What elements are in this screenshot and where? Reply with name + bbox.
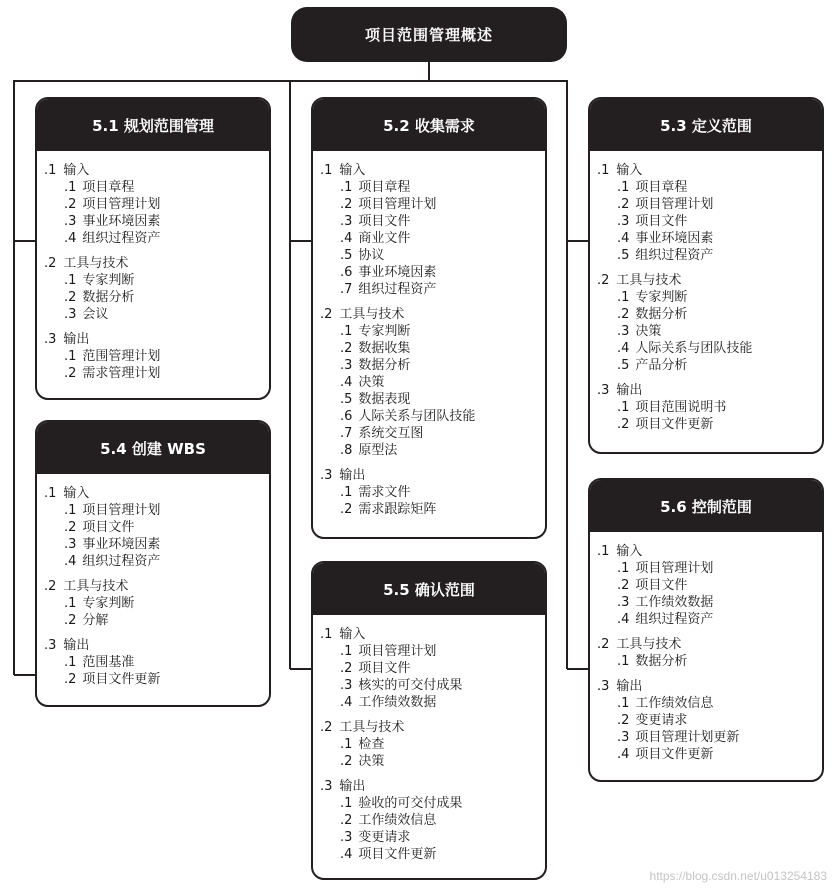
- item-number: .1: [64, 596, 77, 611]
- list-item: [320, 694, 545, 711]
- item-label: 数据分析: [635, 654, 688, 669]
- item-label: 数据收集: [358, 341, 411, 356]
- item-number: .2: [64, 520, 77, 535]
- group-number: .1: [44, 486, 57, 501]
- process-group: [44, 578, 269, 629]
- process-header: 5.3 定义范围: [590, 99, 822, 151]
- process-body: [313, 615, 545, 863]
- group-label: 工具与技术: [339, 307, 405, 322]
- process-card-5-2: [311, 97, 547, 539]
- item-label: 项目文件: [82, 520, 135, 535]
- item-number: .2: [340, 197, 353, 212]
- item-label: 项目文件: [635, 578, 688, 593]
- item-label: 项目管理计划: [635, 561, 714, 576]
- item-number: .3: [617, 595, 630, 610]
- list-item: [44, 553, 269, 570]
- item-label: 专家判断: [635, 290, 688, 305]
- group-number: .3: [597, 679, 610, 694]
- item-label: 项目章程: [635, 180, 688, 195]
- list-item: [597, 594, 822, 611]
- item-label: 组织过程资产: [635, 248, 714, 263]
- item-label: 需求跟踪矩阵: [358, 502, 437, 517]
- list-item: [44, 179, 269, 196]
- item-label: 项目文件更新: [635, 747, 714, 762]
- list-item: [597, 746, 822, 763]
- item-number: .3: [64, 537, 77, 552]
- item-label: 项目范围说明书: [635, 400, 727, 415]
- item-number: .3: [64, 214, 77, 229]
- item-label: 项目文件: [358, 661, 411, 676]
- list-item: [44, 536, 269, 553]
- item-number: .5: [340, 392, 353, 407]
- item-label: 项目管理计划: [635, 197, 714, 212]
- item-label: 事业环境因素: [635, 231, 714, 246]
- item-label: 工作绩效信息: [635, 696, 714, 711]
- process-group: [597, 636, 822, 670]
- item-number: .1: [64, 349, 77, 364]
- list-item: [44, 230, 269, 247]
- process-group: [320, 306, 545, 459]
- group-title: [320, 467, 545, 484]
- list-item: [597, 196, 822, 213]
- group-number: .3: [44, 638, 57, 653]
- list-item: [320, 660, 545, 677]
- group-label: 输出: [339, 468, 366, 483]
- list-item: [597, 357, 822, 374]
- process-body: [37, 151, 269, 382]
- process-header: 5.5 确认范围: [313, 563, 545, 615]
- item-label: 系统交互图: [358, 426, 424, 441]
- list-item: [44, 348, 269, 365]
- list-item: [320, 812, 545, 829]
- list-item: [320, 643, 545, 660]
- group-title: [320, 626, 545, 643]
- item-label: 事业环境因素: [82, 537, 161, 552]
- item-number: .2: [64, 672, 77, 687]
- process-body: [313, 151, 545, 518]
- process-card-5-4: [35, 420, 271, 707]
- item-number: .7: [340, 426, 353, 441]
- process-group: [597, 543, 822, 628]
- item-number: .3: [340, 830, 353, 845]
- item-number: .1: [340, 796, 353, 811]
- group-label: 工具与技术: [339, 720, 405, 735]
- list-item: [320, 391, 545, 408]
- group-number: .2: [320, 307, 333, 322]
- list-item: [320, 501, 545, 518]
- item-label: 项目管理计划: [82, 503, 161, 518]
- group-label: 工具与技术: [616, 637, 682, 652]
- list-item: [597, 213, 822, 230]
- item-number: .3: [340, 358, 353, 373]
- item-label: 项目文件: [635, 214, 688, 229]
- item-number: .2: [64, 366, 77, 381]
- item-label: 项目管理计划: [358, 644, 437, 659]
- process-group: [320, 778, 545, 863]
- item-label: 会议: [82, 307, 109, 322]
- item-number: .1: [617, 400, 630, 415]
- item-label: 项目章程: [82, 180, 135, 195]
- group-title: [44, 578, 269, 595]
- list-item: [597, 416, 822, 433]
- list-item: [44, 272, 269, 289]
- list-item: [597, 577, 822, 594]
- item-label: 工作绩效数据: [358, 695, 437, 710]
- group-label: 输入: [339, 627, 366, 642]
- item-number: .4: [340, 847, 353, 862]
- list-item: [320, 264, 545, 281]
- item-number: .3: [340, 214, 353, 229]
- group-number: .1: [597, 163, 610, 178]
- item-label: 事业环境因素: [358, 265, 437, 280]
- item-label: 协议: [358, 248, 385, 263]
- item-label: 专家判断: [82, 273, 135, 288]
- item-label: 数据分析: [82, 290, 135, 305]
- item-number: .1: [64, 273, 77, 288]
- item-label: 工作绩效信息: [358, 813, 437, 828]
- group-label: 工具与技术: [63, 579, 129, 594]
- group-number: .3: [320, 468, 333, 483]
- process-group: [597, 162, 822, 264]
- item-label: 检查: [358, 737, 385, 752]
- group-title: [44, 255, 269, 272]
- list-item: [320, 677, 545, 694]
- group-title: [44, 485, 269, 502]
- item-label: 人际关系与团队技能: [635, 341, 753, 356]
- item-number: .1: [617, 561, 630, 576]
- group-label: 输入: [616, 163, 643, 178]
- list-item: [44, 654, 269, 671]
- list-item: [320, 281, 545, 298]
- item-label: 决策: [358, 754, 385, 769]
- group-label: 输入: [616, 544, 643, 559]
- group-number: .1: [320, 163, 333, 178]
- group-number: .1: [597, 544, 610, 559]
- process-card-5-5: [311, 561, 547, 880]
- list-item: [320, 357, 545, 374]
- list-item: [320, 753, 545, 770]
- diagram-title-box: [291, 7, 567, 62]
- group-title: [320, 719, 545, 736]
- process-body: [590, 151, 822, 433]
- item-label: 验收的可交付成果: [358, 796, 463, 811]
- item-label: 原型法: [358, 443, 398, 458]
- item-number: .2: [617, 307, 630, 322]
- item-number: .2: [340, 502, 353, 517]
- item-label: 工作绩效数据: [635, 595, 714, 610]
- group-label: 工具与技术: [616, 273, 682, 288]
- group-number: .3: [597, 383, 610, 398]
- list-item: [320, 442, 545, 459]
- item-number: .2: [340, 661, 353, 676]
- item-number: .1: [340, 485, 353, 500]
- list-item: [597, 247, 822, 264]
- list-item: [320, 425, 545, 442]
- process-group: [320, 626, 545, 711]
- item-number: .1: [617, 180, 630, 195]
- item-label: 分解: [82, 613, 109, 628]
- list-item: [597, 306, 822, 323]
- list-item: [597, 653, 822, 670]
- group-label: 输入: [339, 163, 366, 178]
- process-group: [597, 678, 822, 763]
- process-group: [597, 272, 822, 374]
- item-number: .4: [617, 612, 630, 627]
- item-number: .4: [340, 231, 353, 246]
- item-label: 数据表现: [358, 392, 411, 407]
- process-card-5-3: [588, 97, 824, 454]
- item-label: 项目文件更新: [82, 672, 161, 687]
- item-number: .6: [340, 265, 353, 280]
- item-label: 核实的可交付成果: [358, 678, 463, 693]
- item-number: .1: [64, 503, 77, 518]
- item-number: .1: [64, 655, 77, 670]
- process-group: [44, 637, 269, 688]
- item-label: 商业文件: [358, 231, 411, 246]
- item-label: 项目文件更新: [635, 417, 714, 432]
- diagram-title: 项目范围管理概述: [364, 26, 493, 44]
- item-label: 项目管理计划: [358, 197, 437, 212]
- list-item: [44, 289, 269, 306]
- item-number: .2: [340, 754, 353, 769]
- group-number: .2: [597, 637, 610, 652]
- group-title: [320, 162, 545, 179]
- item-number: .2: [64, 197, 77, 212]
- item-number: .4: [340, 695, 353, 710]
- group-number: .2: [44, 256, 57, 271]
- group-title: [597, 636, 822, 653]
- item-label: 变更请求: [635, 713, 688, 728]
- item-number: .2: [64, 290, 77, 305]
- process-group: [320, 162, 545, 298]
- item-label: 事业环境因素: [82, 214, 161, 229]
- list-item: [597, 712, 822, 729]
- item-label: 决策: [358, 375, 385, 390]
- list-item: [320, 323, 545, 340]
- group-number: .2: [44, 579, 57, 594]
- item-number: .1: [617, 290, 630, 305]
- group-title: [597, 162, 822, 179]
- group-number: .1: [44, 163, 57, 178]
- item-label: 组织过程资产: [82, 231, 161, 246]
- group-title: [597, 543, 822, 560]
- list-item: [44, 196, 269, 213]
- item-number: .3: [64, 307, 77, 322]
- list-item: [597, 179, 822, 196]
- process-group: [320, 467, 545, 518]
- process-group: [44, 255, 269, 323]
- process-group: [44, 331, 269, 382]
- group-number: .1: [320, 627, 333, 642]
- item-label: 专家判断: [82, 596, 135, 611]
- list-item: [320, 247, 545, 264]
- item-label: 项目管理计划更新: [635, 730, 740, 745]
- item-label: 产品分析: [635, 358, 688, 373]
- process-group: [44, 162, 269, 247]
- item-number: .1: [340, 737, 353, 752]
- process-header: 5.2 收集需求: [313, 99, 545, 151]
- item-label: 数据分析: [358, 358, 411, 373]
- process-group: [320, 719, 545, 770]
- list-item: [44, 306, 269, 323]
- list-item: [320, 213, 545, 230]
- list-item: [597, 340, 822, 357]
- process-group: [44, 485, 269, 570]
- group-title: [597, 382, 822, 399]
- process-card-5-1: [35, 97, 271, 400]
- item-label: 需求管理计划: [82, 366, 161, 381]
- item-number: .2: [617, 197, 630, 212]
- item-number: .2: [617, 417, 630, 432]
- item-number: .4: [617, 341, 630, 356]
- item-number: .1: [617, 654, 630, 669]
- list-item: [597, 611, 822, 628]
- item-number: .6: [340, 409, 353, 424]
- list-item: [44, 365, 269, 382]
- group-label: 输出: [616, 679, 643, 694]
- group-number: .2: [597, 273, 610, 288]
- item-label: 范围基准: [82, 655, 135, 670]
- item-label: 项目文件更新: [358, 847, 437, 862]
- list-item: [320, 374, 545, 391]
- process-header: 5.1 规划范围管理: [37, 99, 269, 151]
- process-header: 5.4 创建 WBS: [37, 422, 269, 474]
- item-number: .5: [617, 248, 630, 263]
- item-label: 项目章程: [358, 180, 411, 195]
- item-label: 组织过程资产: [358, 282, 437, 297]
- list-item: [320, 846, 545, 863]
- item-label: 需求文件: [358, 485, 411, 500]
- process-header: 5.6 控制范围: [590, 480, 822, 532]
- item-number: .3: [340, 678, 353, 693]
- item-number: .1: [340, 644, 353, 659]
- group-title: [320, 778, 545, 795]
- process-card-5-6: [588, 478, 824, 782]
- item-label: 项目文件: [358, 214, 411, 229]
- item-number: .7: [340, 282, 353, 297]
- item-number: .3: [617, 730, 630, 745]
- list-item: [597, 729, 822, 746]
- group-title: [597, 272, 822, 289]
- list-item: [597, 323, 822, 340]
- group-label: 输入: [63, 163, 90, 178]
- group-label: 输出: [339, 779, 366, 794]
- group-label: 工具与技术: [63, 256, 129, 271]
- group-title: [44, 162, 269, 179]
- item-number: .4: [64, 554, 77, 569]
- item-number: .5: [340, 248, 353, 263]
- item-number: .2: [617, 713, 630, 728]
- list-item: [44, 502, 269, 519]
- watermark: https://blog.csdn.net/u013254183: [649, 869, 827, 883]
- list-item: [597, 230, 822, 247]
- item-label: 专家判断: [358, 324, 411, 339]
- item-label: 人际关系与团队技能: [358, 409, 476, 424]
- group-number: .3: [320, 779, 333, 794]
- item-number: .2: [340, 341, 353, 356]
- list-item: [597, 560, 822, 577]
- item-number: .4: [617, 747, 630, 762]
- item-label: 变更请求: [358, 830, 411, 845]
- item-label: 决策: [635, 324, 662, 339]
- item-number: .4: [617, 231, 630, 246]
- item-label: 数据分析: [635, 307, 688, 322]
- group-label: 输出: [63, 332, 90, 347]
- item-number: .4: [340, 375, 353, 390]
- group-label: 输出: [63, 638, 90, 653]
- item-number: .1: [617, 696, 630, 711]
- item-number: .1: [340, 180, 353, 195]
- item-number: .4: [64, 231, 77, 246]
- item-number: .2: [340, 813, 353, 828]
- list-item: [320, 829, 545, 846]
- group-number: .2: [320, 720, 333, 735]
- list-item: [320, 408, 545, 425]
- group-title: [597, 678, 822, 695]
- group-label: 输入: [63, 486, 90, 501]
- item-number: .2: [617, 578, 630, 593]
- item-number: .1: [64, 180, 77, 195]
- list-item: [320, 736, 545, 753]
- group-title: [44, 637, 269, 654]
- group-number: .3: [44, 332, 57, 347]
- group-title: [320, 306, 545, 323]
- list-item: [44, 612, 269, 629]
- list-item: [320, 179, 545, 196]
- item-label: 范围管理计划: [82, 349, 161, 364]
- group-label: 输出: [616, 383, 643, 398]
- list-item: [597, 399, 822, 416]
- list-item: [320, 196, 545, 213]
- process-body: [590, 532, 822, 763]
- list-item: [320, 795, 545, 812]
- list-item: [597, 695, 822, 712]
- item-number: .8: [340, 443, 353, 458]
- item-label: 组织过程资产: [82, 554, 161, 569]
- list-item: [44, 595, 269, 612]
- list-item: [44, 519, 269, 536]
- item-number: .2: [64, 613, 77, 628]
- item-number: .5: [617, 358, 630, 373]
- list-item: [320, 484, 545, 501]
- list-item: [597, 289, 822, 306]
- list-item: [44, 213, 269, 230]
- item-number: .1: [340, 324, 353, 339]
- process-group: [597, 382, 822, 433]
- list-item: [320, 340, 545, 357]
- item-label: 组织过程资产: [635, 612, 714, 627]
- item-number: .3: [617, 214, 630, 229]
- list-item: [44, 671, 269, 688]
- item-number: .3: [617, 324, 630, 339]
- list-item: [320, 230, 545, 247]
- item-label: 项目管理计划: [82, 197, 161, 212]
- process-body: [37, 474, 269, 688]
- group-title: [44, 331, 269, 348]
